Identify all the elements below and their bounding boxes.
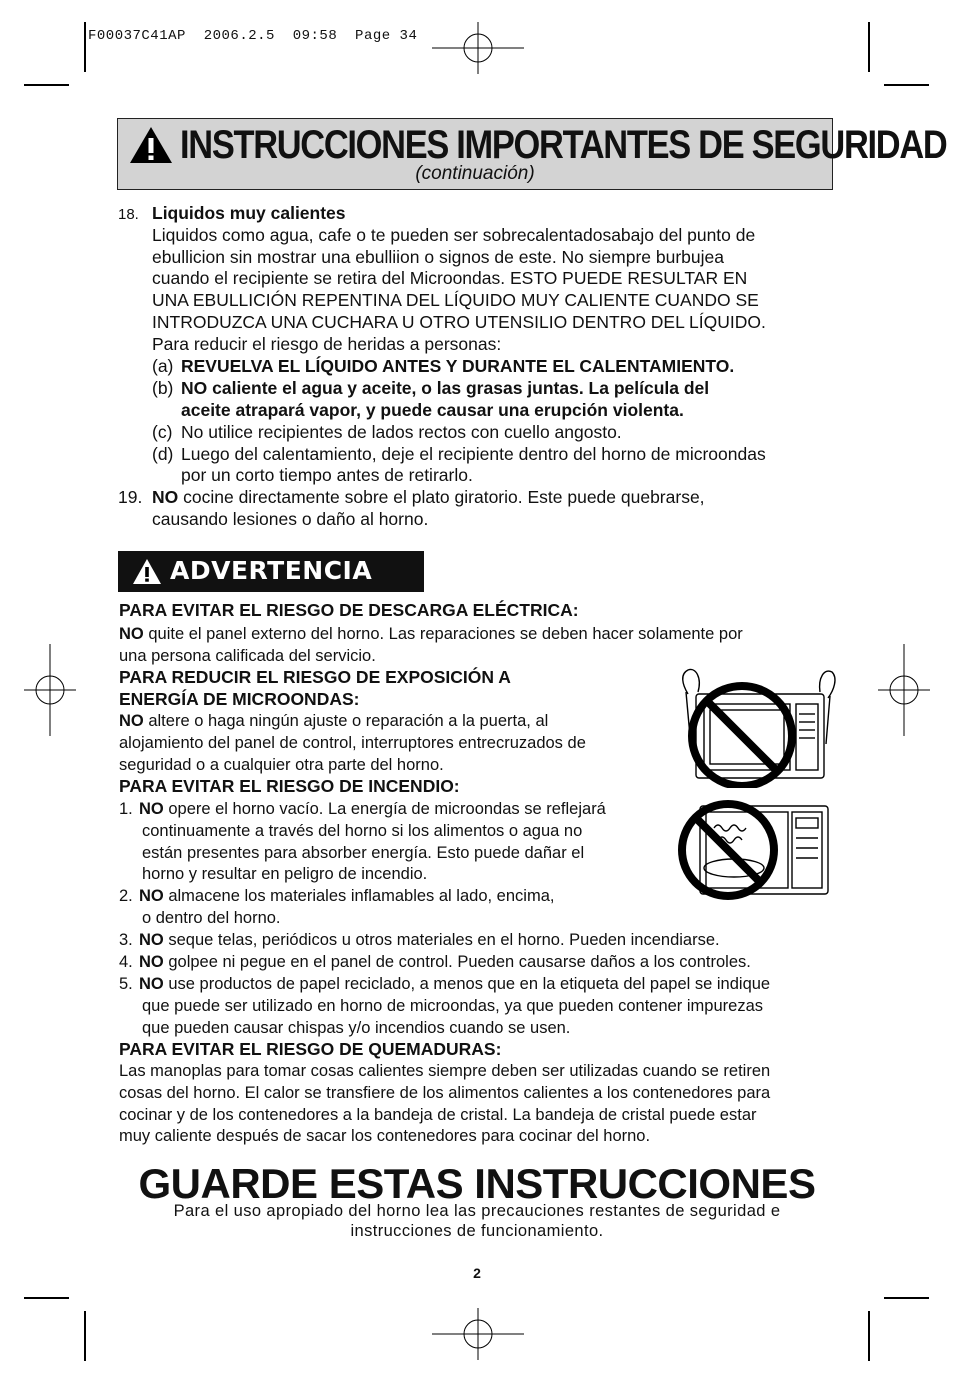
fire-item-2-line-1: NO almacene los materiales inflamables al lado, encima, (139, 887, 555, 905)
save-instructions-title: GUARDE ESTAS INSTRUCCIONES (138, 1160, 816, 1207)
item-18d-text-2: por un corto tiempo antes de retirarlo. (181, 465, 473, 485)
shock-heading: PARA EVITAR EL RIESGO DE DESCARGA ELÉCTRICA: (119, 600, 579, 620)
fire-item-2-line-2: o dentro del horno. (142, 909, 281, 927)
fire-item-4-line-1: NO golpee ni pegue en el panel de control. Pueden causarse daños a los controles. (139, 953, 751, 971)
registration-mark-top (432, 22, 524, 74)
item-19-line-1: NO cocine directamente sobre el plato giratorio. Este puede quebrarse, (152, 487, 705, 507)
item-18b-text-2: aceite atrapará vapor, y puede causar una erupción violenta. (181, 400, 684, 420)
registration-mark-right (878, 644, 930, 736)
body-line: UNA EBULLICIÓN REPENTINA DEL LÍQUIDO MUY CALIENTE CUANDO SE (152, 290, 759, 311)
registration-mark-bottom (432, 1308, 524, 1360)
item-18-number: 18. (118, 206, 139, 223)
banner-title: INSTRUCCIONES IMPORTANTES DE SEGURIDAD (180, 123, 947, 167)
fire-item-4-number: 4. (119, 953, 133, 971)
warning-triangle-icon (132, 558, 162, 585)
item-18-heading: Liquidos muy calientes (152, 203, 346, 223)
item-18a-label: (a) (152, 356, 174, 376)
fire-item-1-line-2: continuamente a través del horno si los alimentos o agua no (142, 822, 583, 840)
item-18c-label: (c) (152, 422, 173, 442)
item-18a-text: REVUELVA EL LÍQUIDO ANTES Y DURANTE EL CALENTAMIENTO. (181, 356, 735, 376)
title-banner (117, 118, 947, 190)
body-line: cosas del horno. El calor se transfiere de los alimentos calientes a los contenedores para (119, 1083, 771, 1102)
banner-subtitle: (continuación) (415, 163, 535, 184)
body-line: Liquidos como agua, cafe o te pueden ser sobrecalentadosabajo del punto de (152, 225, 756, 245)
fire-item-3-line-1: NO seque telas, periódicos u otros materiales en el horno. Pueden incendiarse. (139, 931, 720, 949)
registration-mark-left (24, 644, 76, 736)
print-slug: F00037C41AP 2006.2.5 09:58 Page 34 (88, 28, 418, 44)
body-line: cuando el recipiente se retira del Microondas. ESTO PUEDE RESULTAR EN (152, 268, 748, 289)
warning-label (118, 551, 424, 592)
exposure-line-3: seguridad o a cualquier otra parte del horno. (119, 756, 444, 774)
body-line: ebullicion sin mostrar una ebulliion o signos de este. No siempre burbujea (152, 246, 724, 267)
exposure-line-2: alojamiento del panel de control, interruptores entrecruzados de (119, 734, 586, 752)
exposure-heading-2: ENERGÍA DE MICROONDAS: (119, 689, 360, 709)
item-18b-label: (b) (152, 378, 174, 398)
item-18b-text-1: NO caliente el agua y aceite, o las grasas juntas. La película del (181, 378, 710, 398)
item-19-number: 19. (118, 487, 143, 507)
fire-item-5-number: 5. (119, 975, 133, 993)
body-line: INTRODUZCA UNA CUCHARA U OTRO UTENSILIO DENTRO DEL LÍQUIDO. (152, 311, 766, 332)
save-note-line-1: Para el uso apropiado del horno lea las precauciones restantes de seguridad e (173, 1202, 781, 1220)
item-18c-text: No utilice recipientes de lados rectos con cuello angosto. (181, 422, 622, 442)
fire-item-3-number: 3. (119, 931, 133, 949)
exposure-heading-1: PARA REDUCIR EL RIESGO DE EXPOSICIÓN A (119, 667, 511, 687)
item-18d-label: (d) (152, 444, 174, 464)
fire-item-1-line-3: están presentes para absorber energía. Esto puede dañar el (142, 844, 585, 862)
warning-triangle-icon (128, 125, 174, 165)
body-line: muy caliente después de sacar los contenedores para cocinar del horno. (119, 1127, 651, 1146)
fire-item-5-line-3: que pueden causar chispas y/o incendios cuando se usen. (142, 1019, 571, 1037)
body-line: Para reducir el riesgo de heridas a personas: (152, 333, 502, 354)
burns-body (119, 1061, 770, 1148)
item-19-line-2: causando lesiones o daño al horno. (152, 509, 429, 529)
burns-heading: PARA EVITAR EL RIESGO DE QUEMADURAS: (119, 1039, 502, 1059)
body-line: cocinar y de los contenedores a la bandeja de cristal. La bandeja de cristal puede estar (119, 1105, 757, 1124)
fire-heading: PARA EVITAR EL RIESGO DE INCENDIO: (119, 776, 460, 796)
shock-line-2: una persona calificada del servicio. (119, 647, 376, 665)
page-number: 2 (473, 1265, 481, 1281)
fire-item-1-line-4: horno y resultar en peligro de incendio. (142, 865, 428, 883)
save-note-line-2: instrucciones de funcionamiento. (350, 1222, 604, 1240)
fire-item-5-line-1: NO use productos de papel reciclado, a menos que en la etiqueta del papel se indique (139, 975, 771, 993)
fire-item-2-number: 2. (119, 887, 133, 905)
no-remove-panel-illustration (668, 664, 838, 788)
fire-item-5-line-2: que puede ser utilizado en horno de microondas, ya que pueden contener impurezas (142, 997, 763, 1015)
shock-line-1: NO quite el panel externo del horno. Las reparaciones se deben hacer solamente por (119, 625, 743, 643)
exposure-line-1: NO altere o haga ningún ajuste o reparación a la puerta, al (119, 712, 549, 730)
fire-item-1-number: 1. (119, 800, 133, 818)
item-18-body (152, 225, 766, 355)
fire-item-1-line-1: NO opere el horno vacío. La energía de microondas se reflejará (139, 800, 606, 818)
body-line: Las manoplas para tomar cosas calientes siempre deben ser utilizadas cuando se retiren (119, 1062, 771, 1080)
warning-label-text: ADVERTENCIA (170, 556, 373, 585)
item-18d-text-1: Luego del calentamiento, deje el recipiente dentro del horno de microondas (181, 444, 766, 464)
